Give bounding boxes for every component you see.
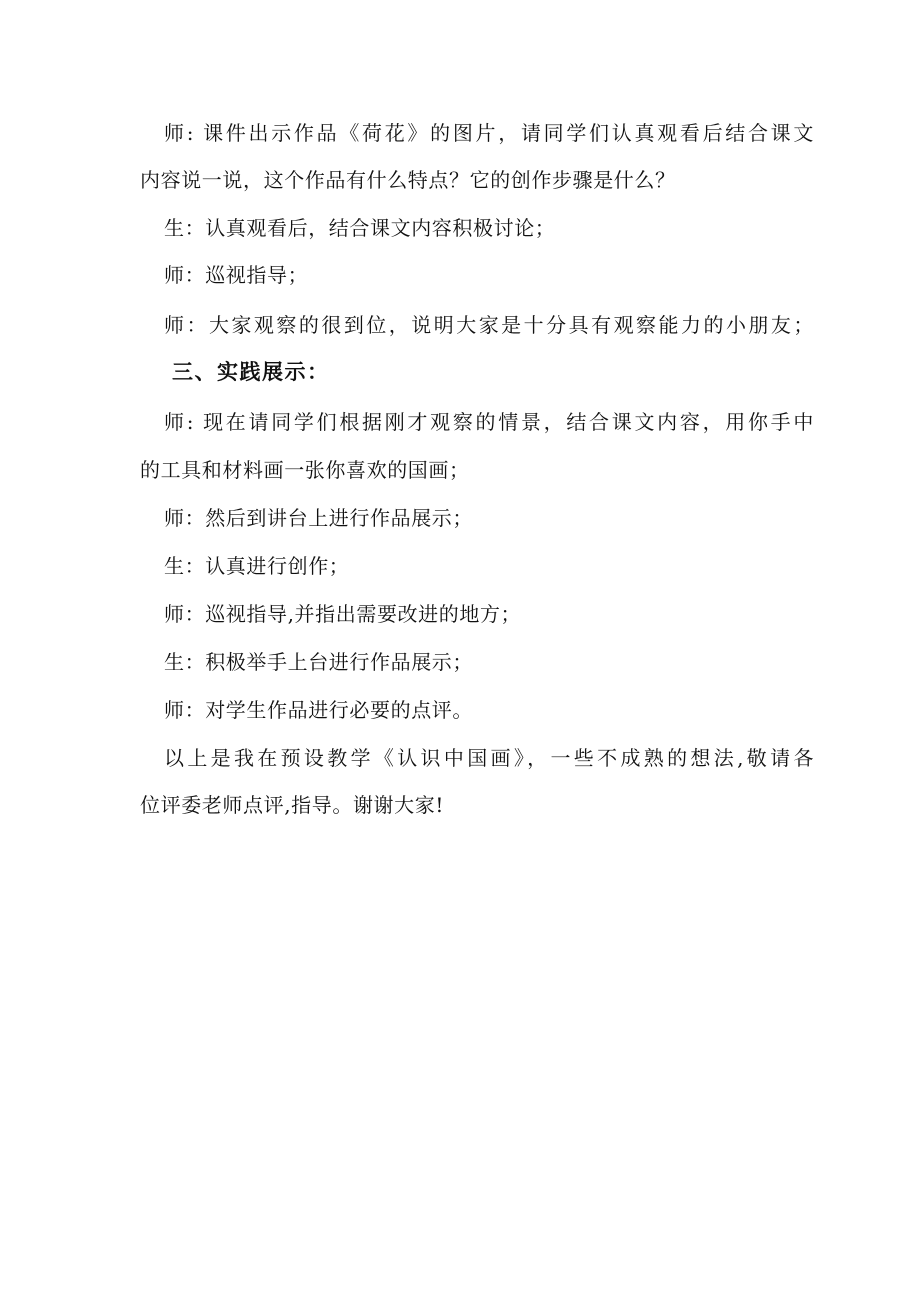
paragraph-line-4: 师：巡视指导； xyxy=(164,263,309,287)
paragraph-line-11: 师：巡视指导,并指出需要改进的地方； xyxy=(164,602,522,626)
paragraph-line-2: 内容说一说，这个作品有什么特点？它的创作步骤是什么？ xyxy=(140,168,676,192)
paragraph-line-9: 师：然后到讲台上进行作品展示； xyxy=(164,506,473,530)
section-heading: 三、实践展示： xyxy=(172,359,330,384)
paragraph-line-3: 生：认真观看后，结合课文内容积极讨论； xyxy=(164,216,556,240)
paragraph-line-15: 位评委老师点评,指导。谢谢大家! xyxy=(140,793,444,817)
paragraph-line-8: 的工具和材料画一张你喜欢的国画； xyxy=(140,458,470,482)
paragraph-line-5: 师：大家观察的很到位，说明大家是十分具有观察能力的小朋友； xyxy=(164,313,814,337)
paragraph-line-13: 师：对学生作品进行必要的点评。 xyxy=(164,698,473,722)
paragraph-line-1: 师: 课件出示作品《荷花》的图片，请同学们认真观看后结合课文 xyxy=(164,121,814,145)
paragraph-line-12: 生：积极举手上台进行作品展示； xyxy=(164,650,473,674)
paragraph-line-10: 生：认真进行创作； xyxy=(164,554,350,578)
paragraph-line-14: 以上是我在预设教学《认识中国画》，一些不成熟的想法,敬请各 xyxy=(164,746,814,770)
paragraph-line-7: 师: 现在请同学们根据刚才观察的情景，结合课文内容，用你手中 xyxy=(164,410,814,434)
